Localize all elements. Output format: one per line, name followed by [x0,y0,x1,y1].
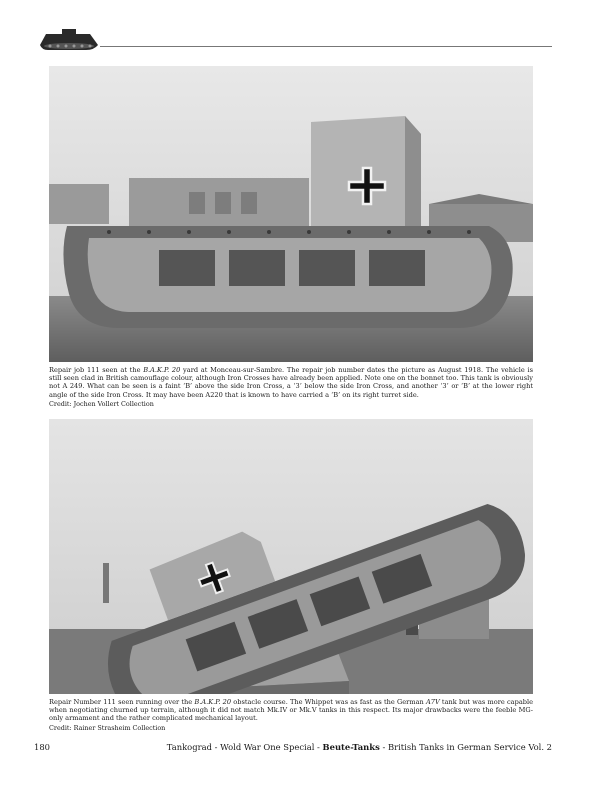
photo-bottom [49,419,533,694]
page-footer [34,740,552,754]
whippet-tank-side-view-icon [49,66,533,362]
caption-text: obstacle course. The Whippet was as fast as the German [231,698,426,706]
book-title-suffix: - British Tanks in German Service Vol. 2 [379,742,552,752]
caption-emphasis: B.A.K.P. 20 [143,366,181,374]
book-title-bold: Beute-Tanks [322,742,380,752]
caption-text: yard at Monceau-sur-Sambre. The repair job number dates the picture as August 1918. The vehicle is still seen clad in British camouflage colour, although Iron Crosses have already been applied. Note one on the bonnet too. This tank is obviously not A 249. What can be seen is a faint ‘B’ above the side Iron Cross, a ‘3’ below the side Iron Cross, and another ‘3’ or ‘B’ at the lower right angle of the side Iron Cross. It may have been A220 that is known to have carried a ‘B’ on its right turret side. [49,366,533,399]
page-number: 180 [34,742,50,752]
caption-emphasis: B.A.K.P. 20 [194,698,232,706]
photo-credit: Credit: Rainer Strasheim Collection [49,723,166,732]
caption-text: Repair Number 111 seen running over the [49,698,195,706]
book-title-prefix: Tankograd - Wold War One Special - [166,742,323,752]
header-rule [100,46,552,47]
photo-credit: Credit: Jochen Vollert Collection [49,399,154,408]
photo-top [49,66,533,362]
book-title [167,740,552,754]
caption-text: tank but was more capable when negotiating churned up terrain, although it did not match Mk.IV or Mk.V tanks in this respect. Its major drawbacks were the feeble MG-only armament and the rather complicated mechanical layout. [49,698,533,723]
tank-silhouette-icon [34,26,104,52]
caption-text: Repair job 111 seen at the [49,366,144,374]
caption-top [49,366,533,408]
caption-bottom [49,698,533,732]
whippet-tank-obstacle-course-icon [49,419,533,694]
caption-emphasis: A7V [425,698,440,706]
